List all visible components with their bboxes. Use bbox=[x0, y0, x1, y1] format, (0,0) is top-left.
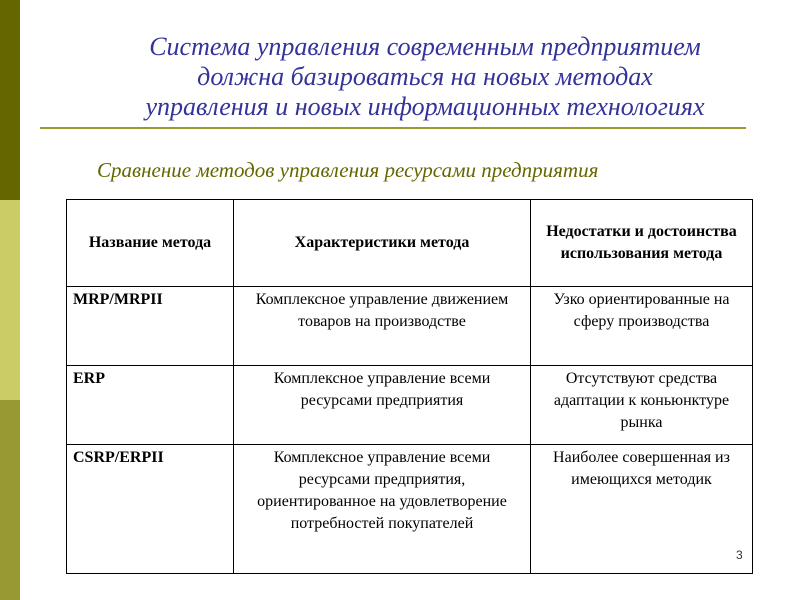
table-header-row bbox=[67, 200, 753, 287]
header-pros-cons: Недостатки и достоинства использования метода bbox=[531, 200, 753, 287]
method-name-cell: ERP bbox=[67, 366, 234, 445]
characteristics-cell: Комплексное управление движением товаров на производстве bbox=[234, 287, 531, 366]
pros-cons-cell: Узко ориентированные на сферу производства bbox=[531, 287, 753, 366]
table-row bbox=[67, 366, 753, 445]
pros-cons-cell: Наиболее совершенная из имеющихся методик bbox=[531, 445, 753, 574]
method-name-cell: MRP/MRPII bbox=[67, 287, 234, 366]
page-number: 3 bbox=[736, 548, 743, 562]
methods-comparison-table bbox=[66, 199, 753, 574]
characteristics-cell: Комплексное управление всеми ресурсами предприятия bbox=[234, 366, 531, 445]
slide-title-line: Система управления современным предприятием bbox=[149, 32, 701, 61]
slide-title bbox=[60, 32, 790, 122]
method-name-cell: CSRP/ERPII bbox=[67, 445, 234, 574]
header-characteristics: Характеристики метода bbox=[234, 200, 531, 287]
side-bar-middle bbox=[0, 200, 20, 400]
slide-title-line: управления и новых информационных технологиях bbox=[145, 92, 705, 121]
slide-title-line: должна базироваться на новых методах bbox=[197, 62, 653, 91]
header-method-name: Название метода bbox=[67, 200, 234, 287]
table-caption: Сравнение методов управления ресурсами предприятия bbox=[97, 158, 599, 182]
characteristics-cell: Комплексное управление всеми ресурсами предприятия, ориентированное на удовлетворение потребностей покупателей bbox=[234, 445, 531, 574]
pros-cons-cell: Отсутствуют средства адаптации к коньюнктуре рынка bbox=[531, 366, 753, 445]
side-bar-bottom bbox=[0, 400, 20, 600]
title-divider bbox=[40, 127, 746, 129]
table-row bbox=[67, 287, 753, 366]
side-bar-top bbox=[0, 0, 20, 200]
table-row bbox=[67, 445, 753, 574]
